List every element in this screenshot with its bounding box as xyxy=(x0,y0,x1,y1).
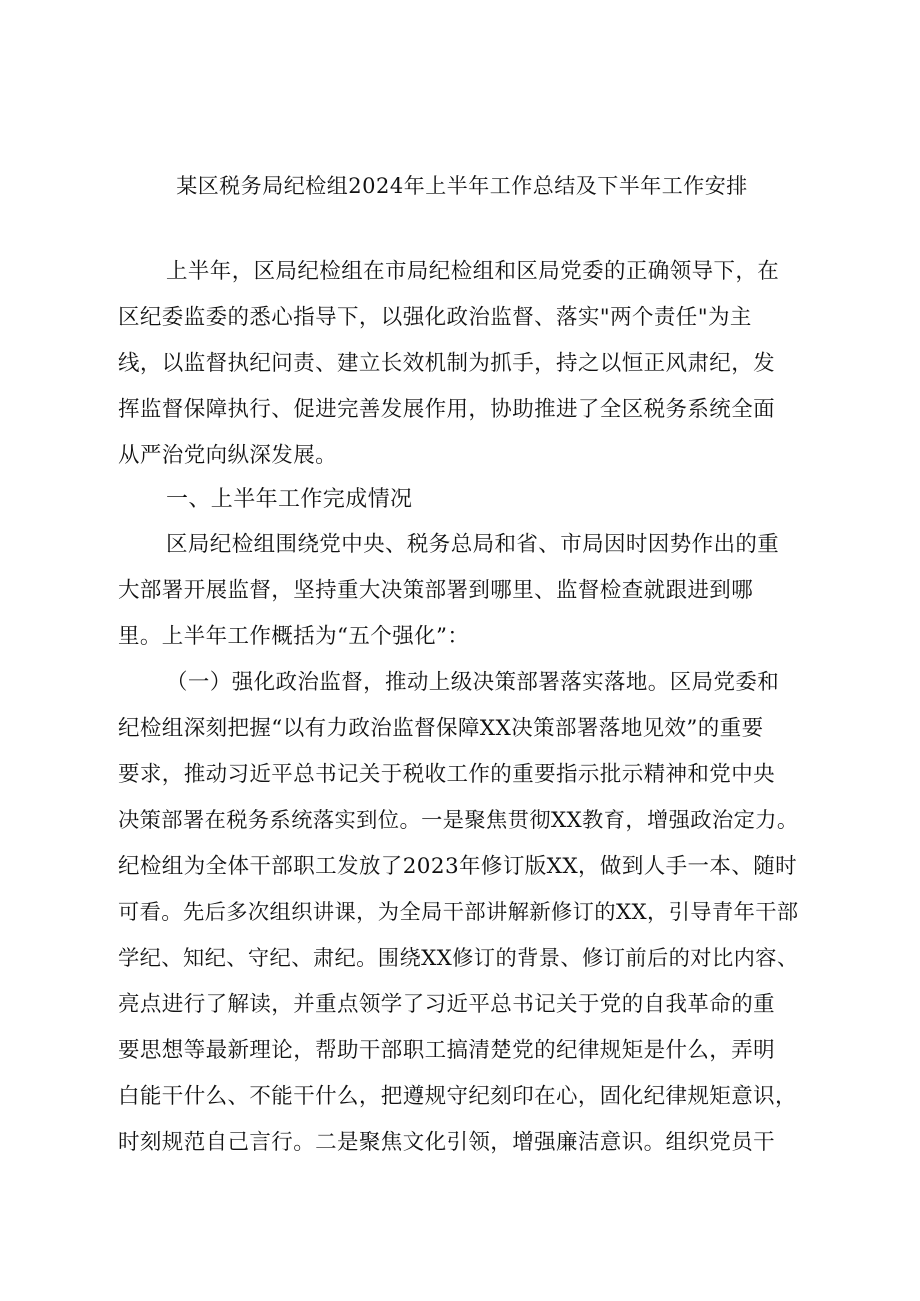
section1-line-2: 大部署开展监督，坚持重大决策部署到哪里、监督检查就跟进到哪 xyxy=(118,578,754,603)
sub1-line-5: 纪检组为全体干部职工发放了2023年修订版XX，做到人手一本、随时 xyxy=(118,854,798,879)
intro-line-3: 线，以监督执纪问责、建立长效机制为抓手，持之以恒正风肃纪，发 xyxy=(118,351,776,376)
sub1-line-3: 要求，推动习近平总书记关于税收工作的重要指示批示精神和党中央 xyxy=(118,762,776,787)
sub1-line-2: 纪检组深刻把握“以有力政治监督保障XX决策部署落地见效”的重要 xyxy=(118,716,764,741)
document-title: 某区税务局纪检组2024年上半年工作总结及下半年工作安排 xyxy=(176,174,748,198)
intro-line-1: 上半年，区局纪检组在市局纪检组和区局党委的正确领导下，在 xyxy=(166,259,780,284)
intro-line-4: 挥监督保障执行、促进完善发展作用，协助推进了全区税务系统全面 xyxy=(118,397,776,422)
section1-line-1: 区局纪检组围绕党中央、税务总局和省、市局因时因势作出的重 xyxy=(166,532,780,557)
sub1-line-4: 决策部署在税务系统落实到位。一是聚焦贯彻XX教育，增强政治定力。 xyxy=(118,808,799,833)
intro-line-5: 从严治党向纵深发展。 xyxy=(118,443,338,468)
sub1-line-8: 亮点进行了解读，并重点领学了习近平总书记关于党的自我革命的重 xyxy=(118,992,776,1017)
sub1-line-1: （一）强化政治监督，推动上级决策部署落实落地。区局党委和 xyxy=(166,670,780,695)
sub1-line-6: 可看。先后多次组织讲课，为全局干部讲解新修订的XX，引导青年干部 xyxy=(118,900,799,925)
section-heading: 一、上半年工作完成情况 xyxy=(166,487,413,512)
intro-line-2: 区纪委监委的悉心指导下，以强化政治监督、落实"两个责任"为主 xyxy=(118,305,752,330)
sub1-line-10: 白能干什么、不能干什么，把遵规守纪刻印在心，固化纪律规矩意识， xyxy=(118,1084,797,1109)
section1-line-3: 里。上半年工作概括为“五个强化”： xyxy=(118,624,470,649)
sub1-line-9: 要思想等最新理论，帮助干部职工搞清楚党的纪律规矩是什么，弄明 xyxy=(118,1038,776,1063)
sub1-line-7: 学纪、知纪、守纪、肃纪。围绕XX修订的背景、修订前后的对比内容、 xyxy=(118,946,799,971)
sub1-line-11: 时刻规范自己言行。二是聚焦文化引领，增强廉洁意识。组织党员干 xyxy=(118,1130,776,1155)
